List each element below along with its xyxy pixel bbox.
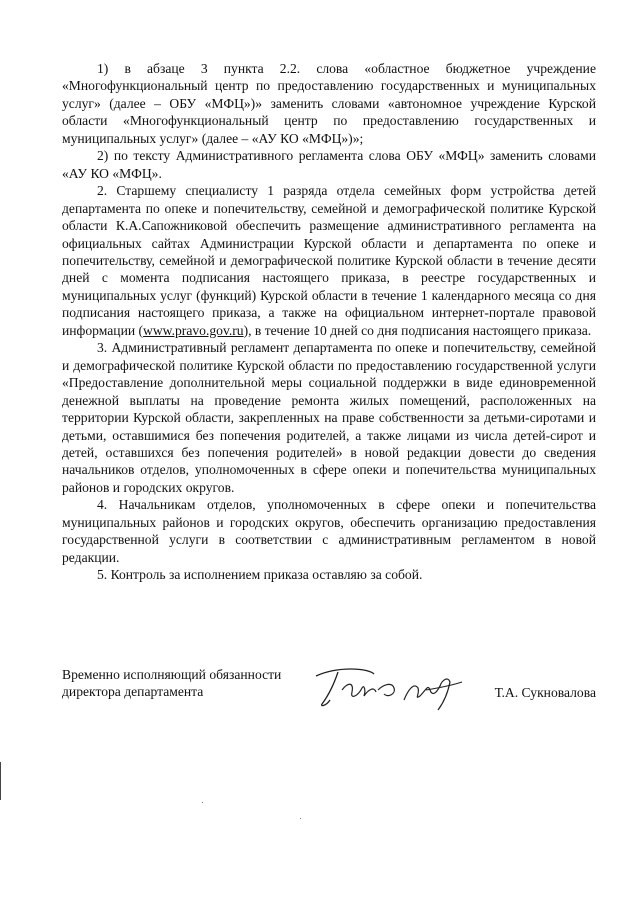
- signer-title: [62, 666, 322, 701]
- paragraph-text: 2. Старшему специалисту 1 разряда отдела семейных форм устройства детей департамента по опеке и попечительству, семейной и демографической политике Курской области К.А.Сапожниковой обеспечить размещение административного регламента на официальных сайтах Администрации Курской области и департамента по опеке и попечительству, семейной и демографической политике Курской области в течение десяти дней с момента подписания настоящего приказа, в реестре государственных и муниципальных услуг (функций) Курской области в течение 1 календарного месяца со дня подписания настоящего приказа, а также на официальном интернет-портале правовой информации (: [62, 183, 596, 338]
- paragraph-5: [62, 496, 596, 566]
- paragraph-text: 1) в абзаце 3 пункта 2.2. слова «областное бюджетное учреждение «Многофункциональный центр по предоставлению государственных и муниципальных услуг» (далее – ОБУ «МФЦ»)» заменить словами «автономное учреждение Курской области «Многофункциональный центр по предоставлению государственных и муниципальных услуг» (далее – «АУ КО «МФЦ»)»;: [62, 61, 596, 146]
- document-body: [62, 60, 596, 584]
- paragraph-4: [62, 339, 596, 496]
- pravo-gov-link[interactable]: www.pravo.gov.ru: [143, 322, 244, 338]
- scan-margin-line: [0, 762, 1, 800]
- scan-speck: [202, 802, 203, 803]
- signer-title-line-2: директора департамента: [62, 684, 204, 700]
- paragraph-2: [62, 147, 596, 182]
- handwritten-signature-icon: [308, 660, 468, 714]
- paragraph-text: 4. Начальникам отделов, уполномоченных в сфере опеки и попечительства муниципальных районов и городских округов, обеспечить организацию предоставления государственной услуги в соответствии с административным регламентом в новой редакции.: [62, 497, 596, 565]
- paragraph-3: [62, 182, 596, 339]
- paragraph-text: 5. Контроль за исполнением приказа оставляю за собой.: [97, 567, 423, 583]
- paragraph-text: 2) по тексту Административного регламента слова ОБУ «МФЦ» заменить словами «АУ КО «МФЦ».: [62, 148, 596, 181]
- paragraph-1: [62, 60, 596, 147]
- paragraph-text-after-link: ), в течение 10 дней со дня подписания настоящего приказа.: [243, 322, 592, 338]
- signature-block: [62, 666, 596, 716]
- signer-name: Т.А. Сукновалова: [494, 685, 596, 700]
- paragraph-6: [62, 566, 596, 583]
- signer-title-line-1: Временно исполняющий обязанности: [62, 667, 282, 682]
- paragraph-text: 3. Административный регламент департамента по опеке и попечительству, семейной и демографической политике Курской области по предоставлению государственной услуги «Предоставление дополнительной меры социальной поддержки в виде единовременной денежной выплаты на проведение ремонта жилых помещений, расположенных на территории Курской области, закрепленных на праве собственности за детьми-сиротами и детьми, оставшимися без попечения родителей, а также лицами из числа детей-сирот и детей, оставшихся без попечения родителей» в новой редакции довести до сведения начальников отделов, уполномоченных в сфере опеки и попечительства муниципальных районов и городских округов.: [62, 340, 596, 495]
- scan-speck: [300, 818, 301, 819]
